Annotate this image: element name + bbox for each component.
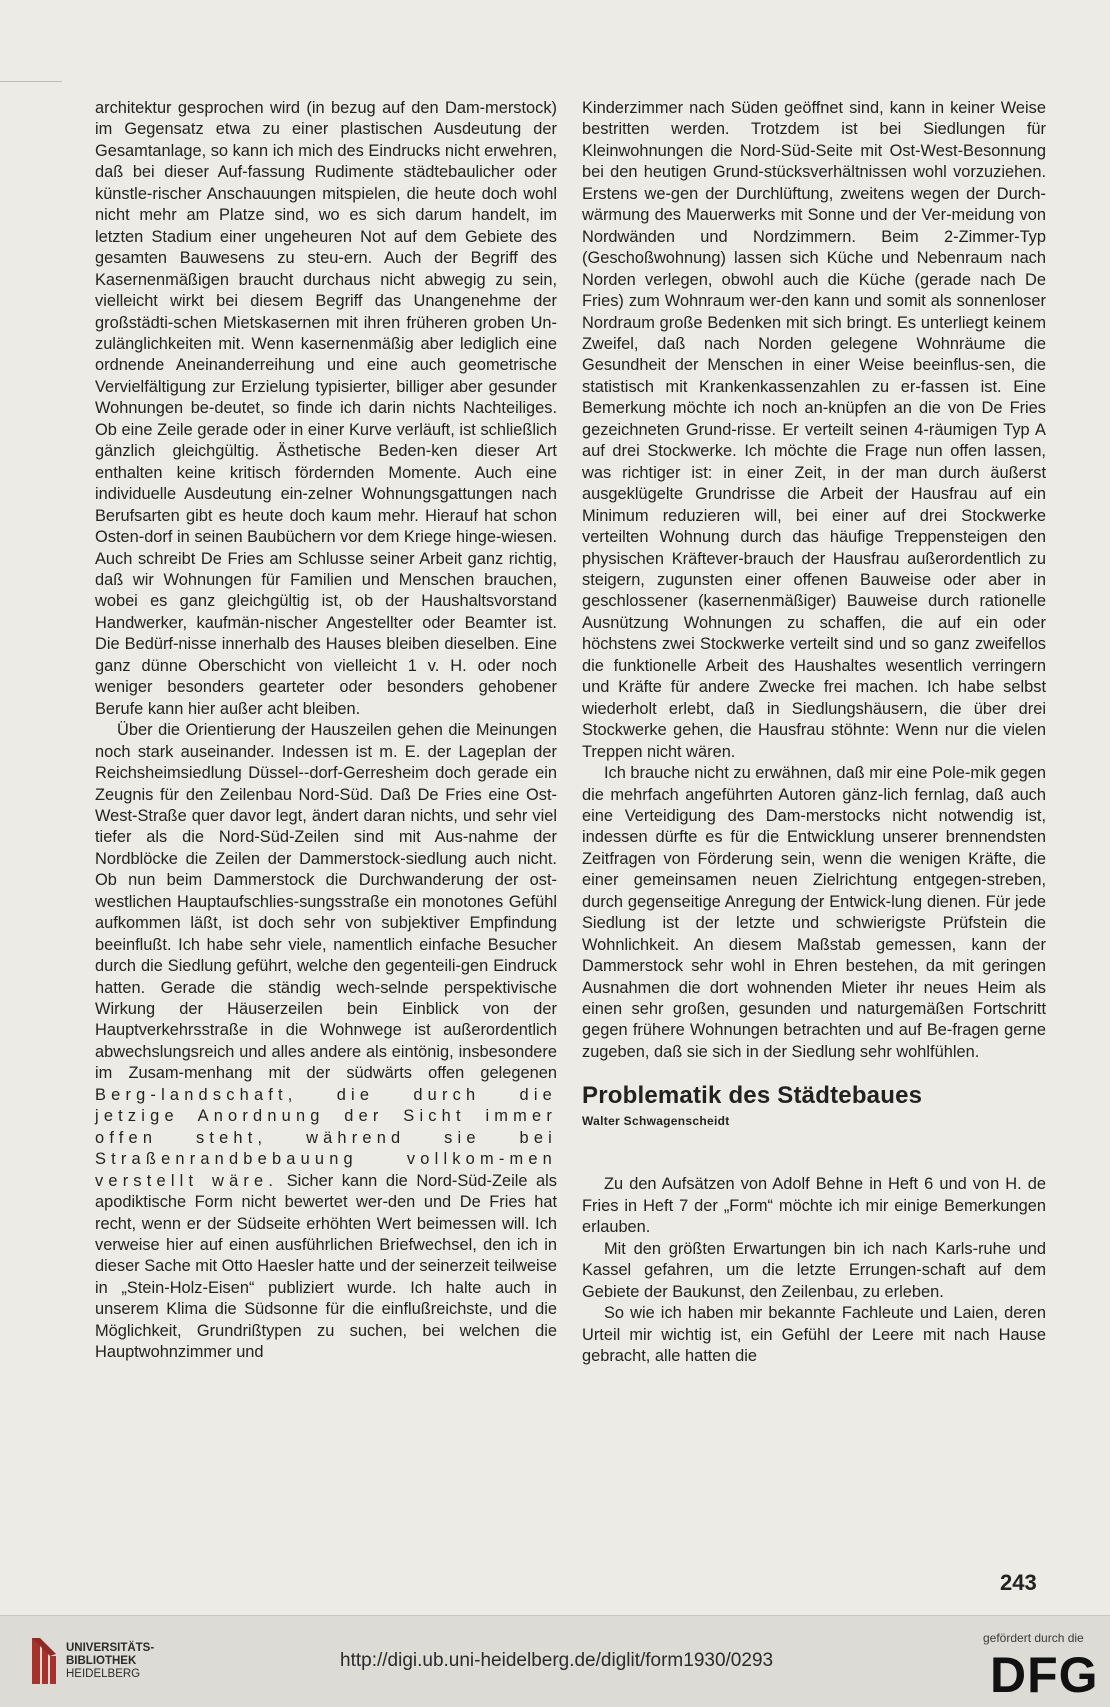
page-number: 243	[1000, 1570, 1037, 1595]
university-library-logo-icon	[30, 1634, 60, 1688]
funding-label: gefördert durch die	[983, 1631, 1084, 1645]
left-paragraph-2-end: Sicher kann die Nord-Süd-Zeile als apodiktische Form nicht bewertet wer-den und De Fries hat recht, wenn er der Südseite erhöhten Wert beimessen will. Ich verweise hier auf einen ausführlichen Briefwechsel, den ich in dieser Sache mit Otto Haesler hatte und der seinerzeit teilweise in „Stein-Holz-Eisen“ publiziert wurde. Ich halte auch in unserem Klima die Südsonne für die einflußreichste, und die Möglichkeit, Grundrißtypen zu suchen, bei welchen die Hauptwohnzimmer und	[95, 1171, 557, 1362]
right-paragraph-1: Kinderzimmer nach Süden geöffnet sind, kann in keiner Weise bestritten werden. Trotzdem ist bei Siedlungen für Kleinwohnungen die Nord-Süd-Seite mit Ost-West-Besonnung bei den heutigen Grund-stücksverhältnissen wohl vorzuziehen. Erstens we-gen der Durchlüftung, zweitens wegen der Durch-wärmung des Mauerwerks mit Sonne und der Ver-meidung von Nordwänden und Nordzimmern. Beim 2-Zimmer-Typ (Geschoßwohnung) lassen sich Küche und Nebenraum nach Norden verlegen, obwohl auch die Küche (gerade nach De Fries) zum Wohnraum wer-den kann und somit als sonnenloser Nordraum große Bedenken mit sich bringt. Es unterliegt keinem Zweifel, daß nach Norden gelegene Wohnräume die Gesundheit der Menschen in einer Weise beeinflus-sen, die statistisch mit Krankenkassenzahlen zu er-fassen ist. Eine Bemerkung möchte ich noch an-knüpfen an die von De Fries gezeichneten Grund-risse. Er verteilt seinen 4-räumigen Typ A auf drei Stockwerke. Ich möchte die Frage nun offen lassen, was richtiger ist: in einer Zeit, in der man durch äußerst ausgeklügelte Grundrisse die Arbeit der Hausfrau auf ein Minimum reduzieren will, bei einer auf drei Stockwerke verteilten Wohnung durch das häufige Treppensteigen den physischen Kräftever-brauch der Hausfrau außerordentlich zu steigern, zugunsten einer offenen Bauweise oder aber in geschlossener (kasernenmäßiger) Bauweise durch rationelle Ausnützung Wohnungen zu schaffen, die auf ein oder höchstens zwei Stockwerke verteilt sind und so ganz zweifellos die funktionelle Arbeit des Haushaltes wesentlich verringern und Kräfte für andere Zwecke frei machen. Ich habe selbst wiederholt erlebt, daß in Siedlungshäusern, die über drei Stockwerke gehen, die Hausfrau stöhnte: Wenn nur die vielen Treppen nicht wären.	[582, 99, 1046, 761]
right-paragraph-4: Mit den größten Erwartungen bin ich nach Karls-ruhe und Kassel gefahren, um die letzte Errungen-schaft auf dem Gebiete der Baukunst, den Zeilenbau, zu erleben.	[582, 1239, 1046, 1301]
library-name-line-1: UNIVERSITÄTS-	[66, 1642, 155, 1654]
section-author: Walter Schwagenscheidt	[582, 1114, 730, 1129]
library-name-line-2: BIBLIOTHEK	[66, 1655, 137, 1667]
scan-edge-mark	[0, 81, 62, 82]
right-paragraph-5: So wie ich haben mir bekannte Fachleute und Laien, deren Urteil mir wichtig ist, ein Gefühl der Leere mit nach Hause gebracht, alle hatten die	[582, 1304, 1046, 1366]
section-heading: Problematik des Städtebaues	[582, 1082, 923, 1110]
left-paragraph-1: architektur gesprochen wird (in bezug auf den Dam-merstock) im Gegensatz etwa zu einer plastischen Ausdeutung der Gesamtanlage, so kann ich mich des Eindrucks nicht erwehren, daß bei dieser Auf-fassung Rudimente städtebaulicher oder künstle-rischer Anschauungen mitspielen, die heute doch wohl nicht mehr am Platze sind, wo es sich darum handelt, im letzten Stadium einer ungeheuren Not auf dem Gebiete des gesamten Bauwesens zu steu-ern. Auch der Begriff des Kasernenmäßigen braucht durchaus nicht abwegig zu sein, vielleicht wirkt bei diesem Begriff das Unangenehme der großstädti-schen Mietskasernen mit ihren früheren groben Un-zulänglichkeiten mit. Wenn kasernenmäßig aber lediglich eine ordnende Aneinanderreihung und eine auch geometrische Vervielfältigung zur Erzielung typisierter, billiger aber gesunder Wohnungen be-deutet, so finde ich darin nichts Nachteiliges. Ob eine Zeile gerade oder in einer Kurve verläuft, ist schließlich gänzlich gleichgültig. Ästhetische Beden-ken dieser Art enthalten keine kritisch fördernden Momente. Auch eine individuelle Ausdeutung ein-zelner Wohnungsgattungen nach Berufsarten gibt es heute doch kaum mehr. Hierauf hat schon Osten-dorf in seinen Baubüchern vor dem Kriege hinge-wiesen. Auch schreibt De Fries am Schlusse seiner Arbeit ganz richtig, daß wir Wohnungen für Familien und Menschen brauchen, wobei es ganz gleichgültig ist, ob der Haushaltsvorstand Handwerker, kaufmän-nischer Angestellter oder Beamter ist. Die Bedürf-nisse innerhalb des Hauses bleiben dieselben. Eine ganz dünne Oberschicht von vielleicht 1 v. H. oder noch weniger besonders gearteter oder besonders gehobener Berufe kann hier außer acht bleiben.	[95, 99, 557, 718]
left-text-column	[95, 98, 557, 1364]
library-name-line-3: HEIDELBERG	[66, 1668, 141, 1680]
right-paragraph-2: Ich brauche nicht zu erwähnen, daß mir eine Pole-mik gegen die mehrfach angeführten Autoren gänz-lich fernlag, daß auch eine Verteidigung des Dam-merstocks nicht notwendig ist, indessen dürfte es für die Entwicklung unserer brennendsten Zeitfragen von Förderung sein, wenn die wenigen Kräfte, die einer gemeinsamen neuen Zielrichtung entgegen-streben, durch gegenseitige Anregung der Entwick-lung dienen. Für jede Siedlung ist der letzte und schwierigste Prüfstein die Wohnlichkeit. An diesem Maßstab gemessen, kann der Dammerstock sehr wohl in Ehren bestehen, da mit geringen Ausnahmen die dort wohnenden Mieter ihr neues Heim als einen sehr großen, gesunden und naturgemäßen Fortschritt gegen frühere Wohnungen betrachten und auf Be-fragen gerne zugeben, daß sie sich in der Siedlung sehr wohlfühlen.	[582, 764, 1046, 1061]
right-text-column	[582, 98, 1046, 1367]
library-name	[66, 1642, 154, 1681]
left-paragraph-2-emphasis: Berg-landschaft, die durch die jetzige Anordnung der Sicht immer offen steht, während sie bei Straßenrandbebauung vollkom-men verstellt wäre.	[95, 1085, 557, 1190]
left-paragraph-2	[95, 720, 557, 1364]
dfg-logo: DFG	[990, 1647, 1099, 1703]
source-url-link[interactable]: http://digi.ub.uni-heidelberg.de/diglit/form1930/0293	[340, 1650, 774, 1671]
right-paragraph-3: Zu den Aufsätzen von Adolf Behne in Heft 6 und von H. de Fries in Heft 7 der „Form“ möchte ich mir einige Bemerkungen erlauben.	[582, 1175, 1046, 1237]
left-paragraph-2-start: Über die Orientierung der Hauszeilen gehen die Meinungen noch stark auseinander. Indessen ist m. E. der Lageplan der Reichsheimsiedlung Düssel--dorf-Gerresheim doch gerade ein Zeugnis für den Zeilenbau Nord-Süd. Daß De Fries eine Ost-West-Straße quer davor legt, ändert daran nichts, und sehr viel tiefer als die Nord-Süd-Zeilen sind mit Aus-nahme der Nordblöcke die Zeilen der Dammerstock-siedlung auch nicht. Ob nun beim Dammerstock die Durchwanderung der ost-westlichen Hauptaufschlies-sungsstraße ein monotones Gefühl aufkommen läßt, ist doch sehr von subjektiver Empfindung beeinflußt. Ich habe sehr viele, namentlich einfache Besucher durch die Siedlung geführt, welche den gegenteili-gen Eindruck hatten. Gerade die ständig wech-selnde perspektivische Wirkung der Häuserzeilen bein Einblick von der Hauptverkehrsstraße in die Wohnwege ist außerordentlich abwechslungsreich und alles andere als eintönig, insbesondere im Zusam-menhang mit der südwärts offen gelegenen	[95, 721, 557, 1083]
